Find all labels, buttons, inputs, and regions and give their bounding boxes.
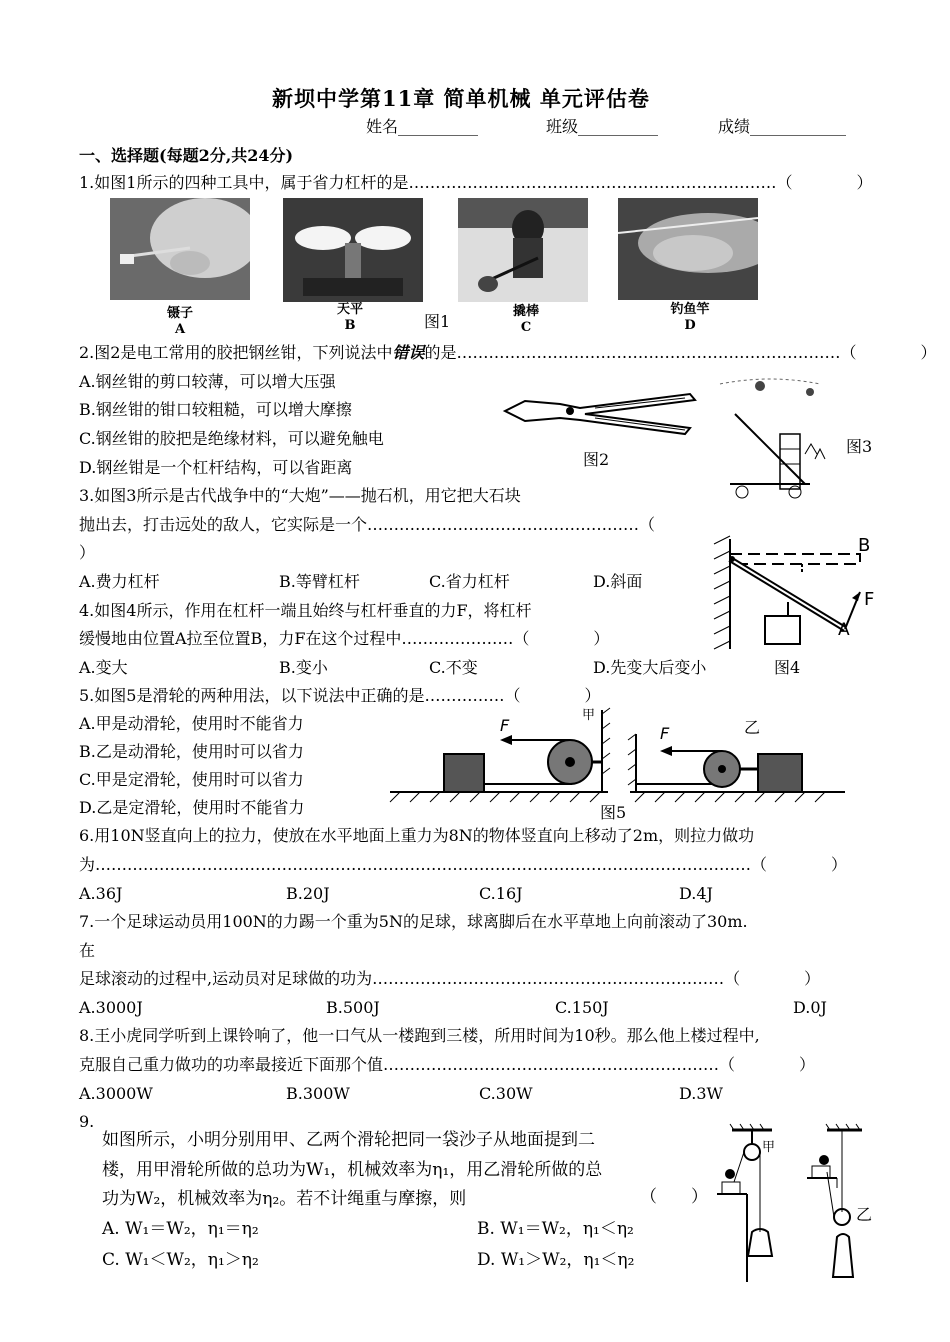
- q9-yi-label: 乙: [856, 1205, 873, 1224]
- q3-option-a[interactable]: A.费力杠杆: [79, 572, 160, 591]
- figure-1-label: 图1: [424, 312, 451, 331]
- q9-option-b[interactable]: B. W₁＝W₂，η₁＜η₂: [477, 1219, 634, 1239]
- q4-line-1: 4.如图4所示，作用在杠杆一端且始终与杠杆垂直的力F，将杠杆: [79, 601, 532, 620]
- q6-option-c[interactable]: C.16J: [479, 884, 523, 903]
- q9-option-c[interactable]: C. W₁＜W₂，η₁＞η₂: [102, 1250, 259, 1270]
- q2-option-d[interactable]: D.钢丝钳是一个杠杆结构，可以省距离: [79, 458, 353, 477]
- score-field[interactable]: [718, 117, 846, 137]
- q8-option-c[interactable]: C.30W: [479, 1084, 533, 1103]
- q8-option-a[interactable]: A.3000W: [79, 1084, 153, 1103]
- tweezers-photo: [110, 198, 250, 300]
- q5-option-a[interactable]: A.甲是动滑轮，使用时不能省力: [79, 714, 304, 733]
- pulley-jia-label: 甲: [582, 708, 596, 723]
- q4-option-c[interactable]: C.不变: [429, 658, 478, 677]
- balance-photo: [283, 198, 423, 302]
- lever-label-b: B: [858, 535, 871, 556]
- name-field[interactable]: [366, 117, 478, 137]
- crowbar-image: [458, 198, 588, 302]
- q9-option-d[interactable]: D. W₁＞W₂，η₁＜η₂: [477, 1250, 635, 1270]
- q8-option-b[interactable]: B.300W: [286, 1084, 350, 1103]
- catapult-diagram: [700, 374, 840, 514]
- q2-option-c[interactable]: C.钢丝钳的胶把是绝缘材料，可以避免触电: [79, 429, 384, 448]
- pulley-yi-force-label: F: [660, 724, 670, 743]
- q1-item-b: [320, 302, 380, 334]
- q2-text-emphasis: 错误: [392, 343, 425, 362]
- q9-line-1: 如图所示，小明分别用甲、乙两个滑轮把同一袋沙子从地面提到二: [102, 1130, 595, 1150]
- pliers-diagram: [500, 386, 700, 436]
- figure-5-label: 图5: [600, 803, 627, 822]
- q7-line-1: 7.一个足球运动员用100N的力踢一个重为5N的足球，球离脚后在水平草地上向前滚动了30m.: [79, 912, 748, 931]
- lever-label-a: A: [838, 620, 850, 640]
- pulley-diagram: [380, 704, 850, 808]
- q1-item-a: [150, 306, 210, 338]
- q3-line-1: 3.如图3所示是古代战争中的“大炮”——抛石机，用它把大石块: [79, 486, 521, 505]
- q3-option-b[interactable]: B.等臂杠杆: [279, 572, 360, 591]
- crowbar-photo: [458, 198, 588, 302]
- score-blank: ____________: [750, 117, 847, 136]
- q2-text: [79, 343, 936, 363]
- q7-line-3: 足球滚动的过程中,运动员对足球做的功为…………………………………………………………（ ）: [79, 969, 821, 988]
- q3-line-2: 抛出去，打击远处的敌人，它实际是一个……………………………………………（: [79, 515, 656, 534]
- q8-option-d[interactable]: D.3W: [679, 1084, 723, 1103]
- q3-line-3: ）: [79, 543, 96, 562]
- q2-option-b[interactable]: B.钢丝钳的钳口较粗糙，可以增大摩擦: [79, 400, 352, 419]
- q8-line-1: 8.王小虎同学听到上课铃响了，他一口气从一楼跑到三楼，所用时间为10秒。那么他上楼过程中,: [79, 1026, 760, 1045]
- q1-item-b-name: 天平: [336, 302, 363, 317]
- q1-text: 1.如图1所示的四种工具中，属于省力杠杆的是……………………………………………………………（ ）: [79, 173, 873, 192]
- q1-item-a-letter: A: [174, 322, 186, 337]
- q2-text-pre: 2.图2是电工常用的胶把钢丝钳，下列说法中: [79, 343, 393, 362]
- q5-option-c[interactable]: C.甲是定滑轮，使用时可以省力: [79, 770, 304, 789]
- q5-text: 5.如图5是滑轮的两种用法，以下说法中正确的是……………（ ）: [79, 686, 601, 705]
- q1-item-d: [660, 302, 720, 334]
- name-label: 姓名: [366, 117, 399, 136]
- q4-option-b[interactable]: B.变小: [279, 658, 328, 677]
- q2-text-post: 的是………………………………………………………………（ ）: [424, 343, 937, 362]
- q6-line-2: 为……………………………………………………………………………………………………………（ ）: [79, 855, 848, 874]
- q7-option-c[interactable]: C.150J: [555, 998, 609, 1017]
- q7-option-d[interactable]: D.0J: [793, 998, 827, 1017]
- q4-option-a[interactable]: A.变大: [79, 658, 128, 677]
- q3-option-c[interactable]: C.省力杠杆: [429, 572, 510, 591]
- fishing-rod-image: [618, 198, 758, 300]
- page-title: 新坝中学第11章 简单机械 单元评估卷: [272, 86, 650, 111]
- q6-line-1: 6.用10N竖直向上的拉力，使放在水平地面上重力为8N的物体竖直向上移动了2m，则拉力做功: [79, 826, 755, 845]
- q7-line-2: 在: [79, 941, 96, 960]
- q1-item-c: [496, 304, 556, 336]
- q6-option-b[interactable]: B.20J: [286, 884, 330, 903]
- q2-option-a[interactable]: A.钢丝钳的剪口较薄，可以增大压强: [79, 372, 336, 391]
- q6-option-d[interactable]: D.4J: [679, 884, 713, 903]
- q3-option-d[interactable]: D.斜面: [593, 572, 643, 591]
- pulley-yi-label: 乙: [744, 718, 761, 737]
- q9-jia-label: 甲: [762, 1140, 776, 1155]
- q7-option-b[interactable]: B.500J: [326, 998, 380, 1017]
- class-label: 班级: [546, 117, 579, 136]
- score-label: 成绩: [718, 117, 751, 136]
- q7-option-a[interactable]: A.3000J: [79, 998, 143, 1017]
- tweezers-image: [110, 198, 250, 300]
- fishing-rod-photo: [618, 198, 758, 300]
- q9-answer-paren: （ ）: [640, 1187, 708, 1207]
- balance-image: [283, 198, 423, 302]
- q5-option-d[interactable]: D.乙是定滑轮，使用时不能省力: [79, 798, 305, 817]
- class-field[interactable]: [546, 117, 658, 137]
- q5-option-b[interactable]: B.乙是动滑轮，使用时可以省力: [79, 742, 304, 761]
- q9-line-2: 楼，用甲滑轮所做的总功为W₁，机械效率为η₁，用乙滑轮所做的总: [102, 1160, 603, 1180]
- q9-option-a[interactable]: A. W₁＝W₂，η₁＝η₂: [102, 1219, 259, 1239]
- q1-item-d-letter: D: [684, 318, 696, 333]
- figure-3-label: 图3: [846, 437, 873, 456]
- section-heading: 一、选择题(每题2分,共24分): [79, 146, 294, 165]
- class-blank: __________: [578, 117, 659, 136]
- lever-label-f: F: [864, 589, 875, 610]
- q1-item-c-letter: C: [520, 320, 532, 335]
- q1-item-c-name: 撬棒: [512, 304, 539, 319]
- q4-option-d[interactable]: D.先变大后变小: [593, 658, 707, 677]
- pulley-jia-force-label: F: [500, 716, 510, 735]
- q9-line-3: 功为W₂，机械效率为η₂。若不计绳重与摩擦，则: [102, 1189, 467, 1209]
- q1-item-a-name: 镊子: [166, 306, 193, 321]
- figure-2-label: 图2: [583, 450, 610, 469]
- q8-line-2: 克服自己重力做功的功率最接近下面那个值………………………………………………………（ ）: [79, 1055, 816, 1074]
- q4-line-2: 缓慢地由位置A拉至位置B，力F在这个过程中…………………（ ）: [79, 629, 610, 648]
- q1-item-d-name: 钓鱼竿: [670, 302, 710, 317]
- q9-number: 9.: [79, 1112, 95, 1131]
- name-blank: __________: [398, 117, 479, 136]
- q6-option-a[interactable]: A.36J: [79, 884, 123, 903]
- q1-item-b-letter: B: [344, 318, 356, 333]
- figure-4-label: 图4: [774, 658, 801, 677]
